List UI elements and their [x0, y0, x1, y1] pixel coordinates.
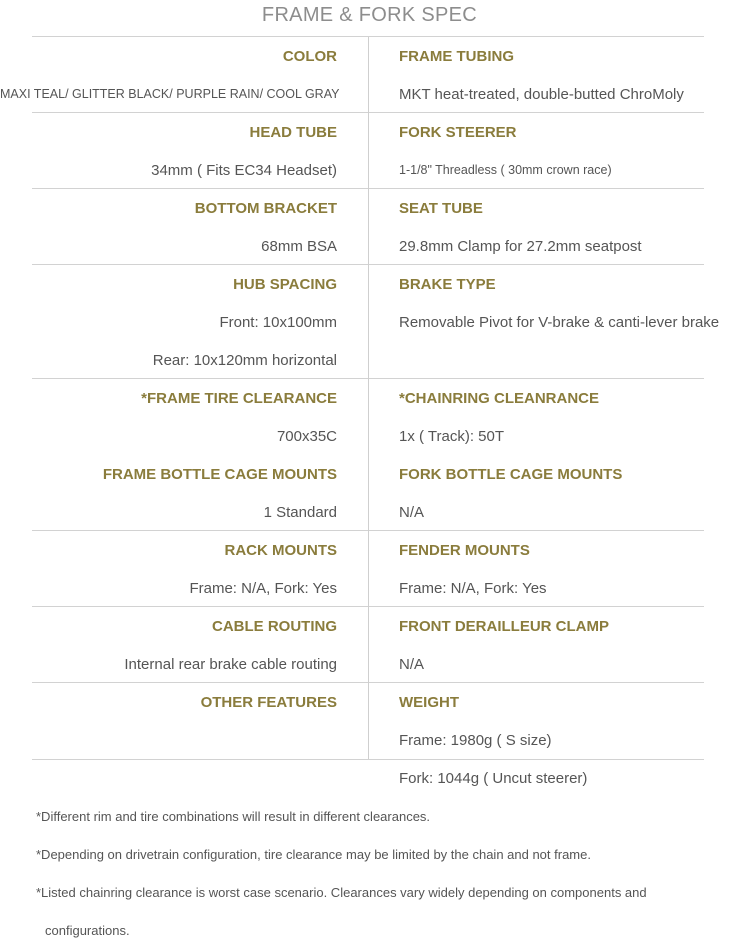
spec-row: [0, 531, 750, 569]
spec-row: [0, 683, 750, 721]
spec-value: 68mm BSA: [261, 237, 337, 255]
spec-row: [0, 151, 750, 189]
spec-row: [0, 645, 750, 683]
spec-label: BOTTOM BRACKET: [194, 199, 337, 217]
spec-value: Frame: N/A, Fork: Yes: [189, 579, 337, 597]
spec-label: HUB SPACING: [233, 275, 337, 293]
spec-row: [0, 303, 750, 341]
spec-row: [0, 721, 750, 759]
spec-label: RACK MOUNTS: [224, 541, 337, 559]
spec-value: 700x35C: [276, 427, 337, 445]
spec-label: *FRAME TIRE CLEARANCE: [141, 389, 337, 407]
spec-label: HEAD TUBE: [249, 123, 337, 141]
spec-label: FRAME TUBING: [399, 47, 514, 65]
spec-table: [0, 37, 750, 797]
spec-value: Front: 10x100mm: [219, 313, 337, 331]
spec-value: 1-1/8" Threadless ( 30mm crown race): [399, 163, 612, 177]
spec-label: FORK STEERER: [399, 123, 517, 141]
footnotes: [36, 798, 736, 950]
spec-row: [0, 113, 750, 151]
spec-label: CABLE ROUTING: [212, 617, 337, 635]
spec-label: BRAKE TYPE: [399, 275, 496, 293]
spec-value: 29.8mm Clamp for 27.2mm seatpost: [399, 237, 642, 255]
spec-row: [0, 37, 750, 75]
spec-row: [0, 189, 750, 227]
spec-row: [0, 759, 750, 797]
spec-value: Internal rear brake cable routing: [124, 655, 337, 673]
spec-value: MAXI TEAL/ GLITTER BLACK/ PURPLE RAIN/ COOL GRAY: [0, 87, 340, 101]
spec-row: [0, 341, 750, 379]
footnote: *Different rim and tire combinations will result in different clearances.: [36, 809, 431, 824]
spec-row: [0, 379, 750, 417]
footnote: *Depending on drivetrain configuration, tire clearance may be limited by the chain and not frame.: [36, 847, 591, 862]
spec-row: [0, 417, 750, 455]
spec-row: [0, 493, 750, 531]
spec-row: [0, 75, 750, 113]
spec-label: FENDER MOUNTS: [399, 541, 530, 559]
spec-row: [0, 227, 750, 265]
spec-label: SEAT TUBE: [399, 199, 483, 217]
spec-value: 1 Standard: [263, 503, 337, 521]
spec-label: FRAME BOTTLE CAGE MOUNTS: [102, 465, 337, 483]
spec-value: Removable Pivot for V-brake & canti-lever brake: [399, 313, 720, 331]
page-title: FRAME & FORK SPEC: [261, 4, 478, 26]
spec-value: N/A: [399, 503, 425, 521]
spec-row: [0, 265, 750, 303]
spec-label: COLOR: [282, 47, 337, 65]
spec-label: *CHAINRING CLEANRANCE: [399, 389, 600, 407]
spec-label: WEIGHT: [399, 693, 459, 711]
spec-label: FORK BOTTLE CAGE MOUNTS: [399, 465, 623, 483]
spec-value: Frame: 1980g ( S size): [399, 731, 552, 749]
spec-value: MKT heat-treated, double-butted ChroMoly: [399, 85, 684, 103]
spec-value: Frame: N/A, Fork: Yes: [399, 579, 547, 597]
spec-row: [0, 607, 750, 645]
spec-row: [0, 455, 750, 493]
footnote: *Listed chainring clearance is worst case scenario. Clearances vary widely depending on components and: [36, 885, 647, 900]
footnote: configurations.: [45, 923, 130, 938]
spec-label: FRONT DERAILLEUR CLAMP: [399, 617, 609, 635]
spec-label: OTHER FEATURES: [200, 693, 337, 711]
spec-value: 1x ( Track): 50T: [399, 427, 505, 445]
spec-value: Fork: 1044g ( Uncut steerer): [399, 769, 588, 787]
spec-value: 34mm ( Fits EC34 Headset): [151, 161, 337, 179]
spec-row: [0, 569, 750, 607]
spec-value: N/A: [399, 655, 425, 673]
spec-value: Rear: 10x120mm horizontal: [152, 351, 337, 369]
